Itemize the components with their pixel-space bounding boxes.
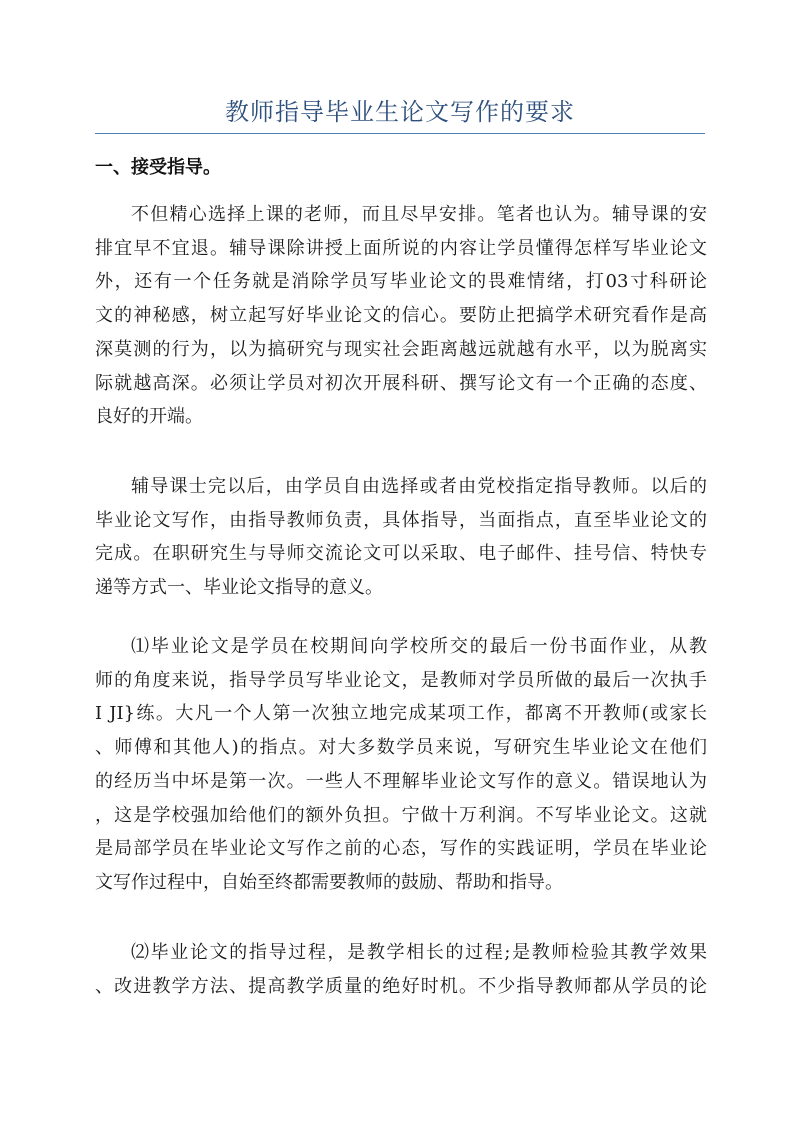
paragraph-line: 完成。在职研究生与导师交流论文可以采取、电子邮件、挂号信、特快专 xyxy=(95,543,707,565)
paragraph-2 xyxy=(95,470,707,605)
paragraph-line: ，这是学校强加给他们的额外负担。宁做十万利润。不写毕业论文。这就 xyxy=(95,804,707,826)
paragraph-4 xyxy=(95,936,707,1003)
paragraph-line: 外，还有一个任务就是消除学员写毕业论文的畏难情绪，打03寸科研论 xyxy=(95,271,707,293)
section-heading: 一、接受指导。 xyxy=(95,157,221,178)
paragraph-line: 师的角度来说，指导学员写毕业论文，是教师对学员所做的最后一次执手 xyxy=(95,669,707,691)
paragraph-line: ⑵毕业论文的指导过程，是教学相长的过程;是教师检验其教学效果 xyxy=(131,942,707,963)
paragraph-line: 不但精心选择上课的老师，而且尽早安排。笔者也认为。辅导课的安 xyxy=(131,204,707,225)
paragraph-line: 递等方式一、毕业论文指导的意义。 xyxy=(95,577,383,599)
paragraph-3 xyxy=(95,630,707,900)
paragraph-line: 毕业论文写作，由指导教师负责，具体指导，当面指点，直至毕业论文的 xyxy=(95,509,707,531)
paragraph-line: 排宜早不宜退。辅导课除讲授上面所说的内容让学员懂得怎样写毕业论文 xyxy=(95,237,707,259)
title-underline xyxy=(95,133,705,134)
paragraph-line: 的经历当中坏是第一次。一些人不理解毕业论文写作的意义。错误地认为 xyxy=(95,770,707,792)
paragraph-line: 、改进教学方法、提高教学质量的绝好时机。不少指导教师都从学员的论 xyxy=(95,975,707,997)
paragraph-line: 是局部学员在毕业论文写作之前的心态，写作的实践证明，学员在毕业论 xyxy=(95,838,707,860)
paragraph-line: 良好的开端。 xyxy=(95,406,203,428)
paragraph-line: 文的神秘感，树立起写好毕业论文的信心。要防止把搞学术研究看作是高 xyxy=(95,305,707,327)
paragraph-line: 辅导课士完以后，由学员自由选择或者由党校指定指导教师。以后的 xyxy=(131,476,707,497)
document-title: 教师指导毕业生论文写作的要求 xyxy=(225,98,575,126)
paragraph-1 xyxy=(95,198,707,434)
paragraph-line: I JI}练。大凡一个人第一次独立地完成某项工作，都离不开教师(或家长 xyxy=(95,703,707,725)
paragraph-line: 际就越高深。必须让学员对初次开展科研、撰写论文有一个正确的态度、 xyxy=(95,372,707,394)
paragraph-line: 深莫测的行为，以为搞研究与现实社会距离越远就越有水平，以为脱离实 xyxy=(95,338,707,360)
paragraph-line: 文写作过程中，自始至终都需要教师的鼓励、帮助和指导。 xyxy=(95,871,563,893)
paragraph-line: ⑴毕业论文是学员在校期间向学校所交的最后一份书面作业，从教 xyxy=(131,636,707,657)
paragraph-line: 、师傅和其他人)的指点。对大多数学员来说，写研究生毕业论文在他们 xyxy=(95,737,707,759)
